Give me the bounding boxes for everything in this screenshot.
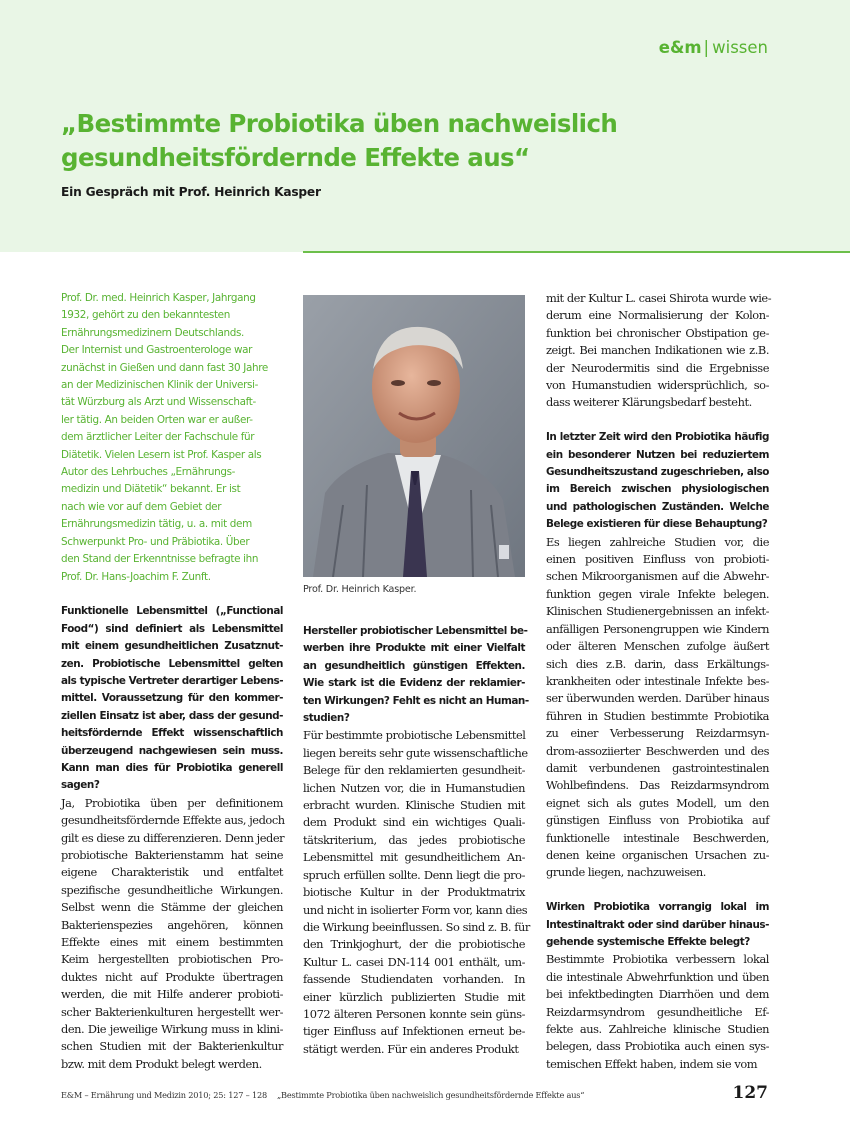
text-line: 1072 älteren Personen konnte sein güns- xyxy=(303,1006,525,1021)
text-line: Autor des Lehrbuches „Ernährungs- xyxy=(61,466,236,479)
text-line: nach wie vor auf dem Gebiet der xyxy=(61,500,222,513)
text-line: Ja, Probiotika üben per definitionem xyxy=(61,795,283,810)
text-line: Der Internist und Gastroenterologe war xyxy=(61,344,253,357)
text-line: Es liegen zahlreiche Studien vor, die xyxy=(546,534,769,549)
title-line: „Bestimmte Probiotika üben nachweislich xyxy=(61,109,618,138)
text-line: Keim hergestellten probiotischen Pro- xyxy=(61,952,283,967)
text-line: liegen bereits sehr gute wissenschaftliche xyxy=(303,745,528,760)
text-line: scher Bakterienkulturen hergestellt wer- xyxy=(61,1004,283,1019)
text-line: zen. Probiotische Lebensmittel gelten xyxy=(61,657,283,670)
text-line: In letzter Zeit wird den Probiotika häufig xyxy=(546,431,769,444)
text-line: dem ärztlicher Leiter der Fachschule für xyxy=(61,431,255,444)
text-line: einer kürzlich publizierten Studie mit xyxy=(303,989,525,1004)
text-line: dass weiterer Klärungsbedarf besteht. xyxy=(546,395,752,410)
text-line: bzw. mit dem Produkt belegt werden. xyxy=(61,1056,262,1071)
text-line: lichen Nutzen vor, die in Humanstudien xyxy=(303,780,525,795)
photo-caption: Prof. Dr. Heinrich Kasper. xyxy=(303,584,417,595)
column-right xyxy=(546,290,772,1073)
page-number: 127 xyxy=(732,1083,768,1103)
brand-section: wissen xyxy=(712,38,768,57)
text-line: sagen? xyxy=(61,779,100,792)
text-line: einen positiven Einfluss von probioti- xyxy=(546,552,769,567)
question-1 xyxy=(61,603,283,794)
text-line: funktion bei chronischer Obstipation ge- xyxy=(546,325,769,340)
text-line: schen Studien mit der Bakterienkultur xyxy=(61,1039,283,1054)
text-line: ler tätig. An beiden Orten war er außer- xyxy=(61,413,253,426)
text-line: spezifische gesundheitliche Wirkungen. xyxy=(61,882,283,897)
answer-4 xyxy=(546,951,769,1073)
text-line: und nicht in isolierter Form vor, kann dies xyxy=(303,902,528,917)
text-line: dem Produkt sind ein wichtiges Quali- xyxy=(303,815,525,830)
text-line: von Humanstudien widersprüchlich, so- xyxy=(546,378,769,393)
text-line: denen keine organischen Ursachen zu- xyxy=(546,847,769,862)
text-line: ziellen Einsatz ist aber, dass der gesund- xyxy=(61,709,283,722)
column-left xyxy=(61,290,283,1073)
text-line: funktionelle intestinale Beschwerden, xyxy=(546,830,769,845)
text-line: 1932, gehört zu den bekanntesten xyxy=(61,309,230,322)
text-line: führen in Studien bestimmte Probiotika xyxy=(546,708,769,723)
article-reference: „Bestimmte Probiotika üben nachweislich gesundheitsfördernde Effekte aus“ xyxy=(277,1090,585,1100)
text-line: Ernährungsmedizin tätig, u. a. mit dem xyxy=(61,518,252,531)
text-line: ten Wirkungen? Fehlt es nicht an Human- xyxy=(303,694,529,707)
text-line: schen Mikroorganismen auf die Abwehr- xyxy=(546,569,769,584)
question-4 xyxy=(546,899,769,951)
question-2 xyxy=(303,623,529,727)
text-line: Diätetik. Vielen Lesern ist Prof. Kasper als xyxy=(61,448,262,461)
text-line: zunächst in Gießen und dann fast 30 Jahre xyxy=(61,361,268,374)
text-line: Kann man dies für Probiotika generell xyxy=(61,761,283,774)
author-photo xyxy=(303,295,525,577)
article-title xyxy=(61,107,801,175)
text-line: spruch erfüllen sollte. Denn liegt die pro- xyxy=(303,867,525,882)
text-line: werben ihre Produkte mit einer Vielfalt xyxy=(303,642,525,655)
text-line: drom-assoziierter Beschwerden und des xyxy=(546,743,769,758)
text-line: mit einem gesundheitlichen Zusatznut- xyxy=(61,640,283,653)
article-subtitle: Ein Gespräch mit Prof. Heinrich Kasper xyxy=(61,185,321,199)
text-line: eignet sich als gutes Modell, um den xyxy=(546,795,769,810)
title-line: gesundheitsfördernde Effekte aus“ xyxy=(61,143,530,172)
text-line: Lebensmittel mit gesundheitlichem An- xyxy=(303,850,525,865)
text-line: ser überwunden werden. Darüber hinaus xyxy=(546,691,769,706)
journal-brand xyxy=(659,38,768,57)
text-line: grunde liegen, nachzuweisen. xyxy=(546,865,706,880)
text-line: fassende Studiendaten vorhanden. In xyxy=(303,972,525,987)
text-line: fekte aus. Zahlreiche klinische Studien xyxy=(546,1022,769,1037)
text-line: eigene Charakteristik und entfaltet xyxy=(61,865,283,880)
text-line: die intestinale Abwehrfunktion und üben xyxy=(546,969,769,984)
text-line: Funktionelle Lebensmittel („Functional xyxy=(61,605,283,618)
text-line: Prof. Dr. Hans-Joachim F. Zunft. xyxy=(61,570,211,583)
text-line: Selbst wenn die Stämme der gleichen xyxy=(61,900,283,915)
brand-name: e&m xyxy=(658,38,702,57)
text-line: bei infektbedingten Diarrhöen und dem xyxy=(546,987,769,1002)
text-line: funktion gegen virale Infekte belegen. xyxy=(546,586,769,601)
text-line: Reizdarmsyndrom gesundheitliche Ef- xyxy=(546,1004,769,1019)
text-line: tätskriterium, das jedes probiotische xyxy=(303,832,525,847)
text-line: Schwerpunkt Pro- und Präbiotika. Über xyxy=(61,535,250,548)
text-line: gehende systemische Effekte belegt? xyxy=(546,936,750,948)
text-line: den Stand der Erkenntnisse befragte ihn xyxy=(61,553,259,566)
text-line: Wie stark ist die Evidenz der reklamier- xyxy=(303,677,525,690)
text-line: mittel. Voraussetzung für den kommer- xyxy=(61,692,283,705)
text-line: stätigt werden. Für ein anderes Produkt xyxy=(303,1041,519,1056)
text-line: ein besonderer Nutzen bei reduziertem xyxy=(546,448,769,461)
journal-citation: E&M – Ernährung und Medizin 2010; 25: 127 – 128 xyxy=(61,1090,267,1100)
author-intro xyxy=(61,290,283,586)
text-line: den. Die jeweilige Wirkung muss in klini- xyxy=(61,1022,283,1037)
question-3 xyxy=(546,429,769,533)
answer-1 xyxy=(61,795,283,1074)
text-line: und pathologischen Zuständen. Welche xyxy=(546,500,769,513)
text-line: überzeugend nachgewiesen sein muss. xyxy=(61,744,283,757)
text-line: Effekte eines mit einem bestimmten xyxy=(61,935,283,950)
text-line: gilt es diese zu differenzieren. Denn jeder xyxy=(61,830,285,845)
text-line: an gesundheitlich günstigen Effekten. xyxy=(303,659,525,672)
text-line: anfälligen Personengruppen wie Kindern xyxy=(546,621,769,636)
text-line: den Trinkjoghurt, der die probiotische xyxy=(303,937,525,952)
text-line: probiotische Bakterienstamm hat seine xyxy=(61,847,283,862)
text-line: der Neurodermitis sind die Ergebnisse xyxy=(546,360,769,375)
text-line: Belege existieren für diese Behauptung? xyxy=(546,518,768,531)
text-line: oder älteren Menschen zufolge äußert xyxy=(546,639,769,654)
text-line: Ernährungsmedizinern Deutschlands. xyxy=(61,326,244,339)
text-line: zeigt. Bei manchen Indikationen wie z.B. xyxy=(546,343,769,358)
text-line: Gesundheitszustand zugeschrieben, also xyxy=(546,466,769,479)
text-line: im Bereich zwischen physiologischen xyxy=(546,483,769,496)
text-line: an der Medizinischen Klinik der Universi- xyxy=(61,379,258,392)
text-line: erbracht wurden. Klinische Studien mit xyxy=(303,798,525,813)
text-line: zu einer Verbesserung Reizdarmsyn- xyxy=(546,726,769,741)
text-line: krankheiten oder intestinale Infekte bes- xyxy=(546,673,769,688)
text-line: belegen, dass Probiotika auch einen sys- xyxy=(546,1039,769,1054)
text-line: Food“) sind definiert als Lebensmittel xyxy=(61,622,283,635)
text-line: derum eine Normalisierung der Kolon- xyxy=(546,308,769,323)
text-line: Bestimmte Probiotika verbessern lokal xyxy=(546,952,769,967)
text-line: Bakterienspezies angehören, können xyxy=(61,917,283,932)
text-line: gesundheitsfördernde Effekte aus, jedoch xyxy=(61,813,285,828)
column-middle xyxy=(303,623,530,1058)
text-line: Belege für den reklamierten gesundheit- xyxy=(303,763,525,778)
text-line: mit der Kultur L. casei Shirota wurde wie- xyxy=(546,291,772,305)
footer-citation xyxy=(61,1090,584,1100)
text-line: Wirken Probiotika vorrangig lokal im xyxy=(546,901,769,914)
text-line: medizin und Diätetik“ bekannt. Er ist xyxy=(61,483,241,496)
text-line: damit verbundenen gastrointestinalen xyxy=(546,760,769,775)
text-line: tiger Einfluss auf Infektionen erneut be- xyxy=(303,1024,525,1039)
text-line: die Wirkung beeinflussen. So sind z. B. für xyxy=(303,919,530,934)
text-line: Wohlbefindens. Das Reizdarmsyndrom xyxy=(546,778,769,793)
header-rule xyxy=(303,251,850,253)
text-line: temischen Effekt haben, indem sie vom xyxy=(546,1056,758,1071)
text-line: duktes nicht auf Produkte übertragen xyxy=(61,969,283,984)
answer-2 xyxy=(303,727,530,1058)
text-line: tät Würzburg als Arzt und Wissenschaft- xyxy=(61,396,256,409)
text-line: Intestinaltrakt oder sind darüber hinaus- xyxy=(546,918,769,931)
brand-separator: | xyxy=(703,38,710,57)
text-line: Klinischen Studienergebnissen an infekt- xyxy=(546,604,769,619)
text-line: Prof. Dr. med. Heinrich Kasper, Jahrgang xyxy=(61,292,256,304)
text-line: Kultur L. casei DN-114 001 enthält, um- xyxy=(303,954,525,969)
text-line: heitsfördernde Effekt wissenschaftlich xyxy=(61,727,283,740)
text-line: biotische Kultur in der Produktmatrix xyxy=(303,885,525,900)
text-line: sich dies z.B. darin, dass Erkältungs- xyxy=(546,656,769,671)
text-line: werden, die mit Hilfe anderer probioti- xyxy=(61,987,283,1002)
text-line: Für bestimmte probiotische Lebensmittel xyxy=(303,728,526,743)
text-line: als typische Vertreter derartiger Lebens- xyxy=(61,674,284,687)
text-line: günstigen Einfluss von Probiotika auf xyxy=(546,813,769,828)
answer-3 xyxy=(546,534,769,882)
text-line: studien? xyxy=(303,712,350,725)
answer-2-continued xyxy=(546,290,772,412)
text-line: Hersteller probiotischer Lebensmittel be- xyxy=(303,625,528,637)
